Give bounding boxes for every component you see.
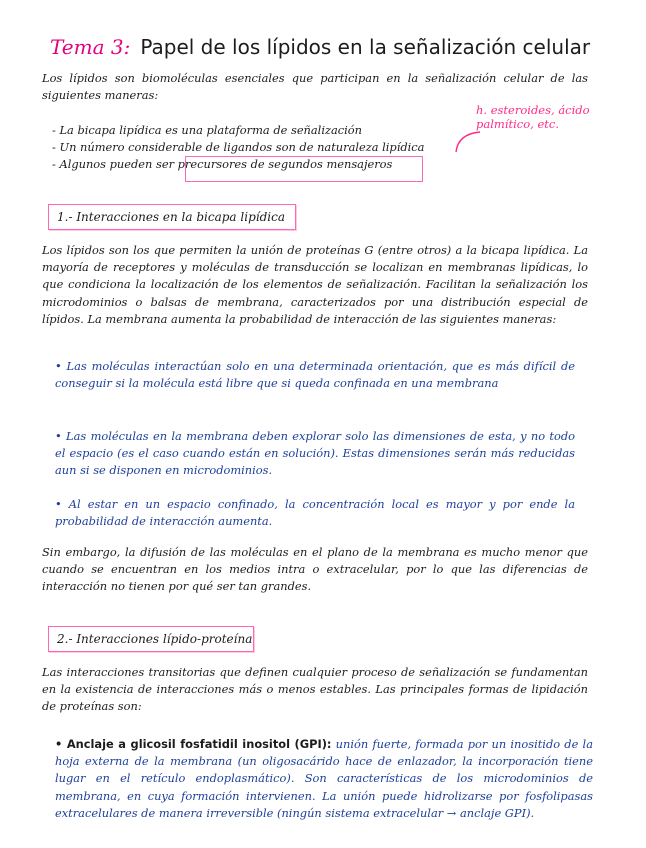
page-title — [50, 34, 610, 60]
topic-number: Tema 3: — [50, 35, 131, 59]
list-item: - Algunos pueden ser precursores de segundos mensajeros — [52, 157, 393, 172]
topic-title: Papel de los lípidos en la señalización celular — [140, 35, 591, 59]
section1-point: • Al estar en un espacio confinado, la concentración local es mayor y por ende la probabilidad de interacción aumenta. — [55, 497, 575, 529]
section1-closing: Sin embargo, la difusión de las moléculas en el plano de la membrana es mucho menor que cuando se encuentran en los medios intra o extracelular, por lo que las diferencias de interacción no tienen por qué ser tan grandes. — [42, 545, 588, 594]
gpi-anchor-text: unión fuerte, formada por un inositido de la hoja externa de la membrana (un oligosacárido hace de enlazador, la incorporación tiene lugar en el retículo endoplasmático). Son características de los microdominios de membrana, en cuya formación intervienen. La unión puede hidrolizarse por fosfolipasas extracelulares de manera irreversible (ningún sistema extracelular → anclaje GPI). — [55, 737, 593, 820]
section-heading-2: 2.- Interacciones lípido-proteína — [48, 626, 254, 652]
list-item: - La bicapa lipídica es una plataforma de señalización — [52, 123, 362, 137]
gpi-anchor-lead: • Anclaje a glicosil fosfatidil inositol (GPI): — [55, 737, 332, 751]
section1-point: • Las moléculas en la membrana deben explorar solo las dimensiones de esta, y no todo el espacio (es el caso cuando están en solución). Estas dimensiones serán más reducidas aun si se disponen en microdominios. — [55, 429, 575, 478]
list-item: - Un número considerable de ligandos son de naturaleza lipídica — [52, 140, 425, 155]
side-note: h. esteroides, ácido palmítico, etc. — [476, 103, 590, 131]
section2-paragraph: Las interacciones transitorias que definen cualquier proceso de señalización se fundamentan en la existencia de interacciones más o menos estables. Las principales formas de lipidación de proteínas son: — [42, 665, 588, 714]
section-heading-1: 1.- Interacciones en la bicapa lipídica — [48, 204, 296, 230]
highlight-box — [185, 156, 423, 182]
intro-paragraph: Los lípidos son biomoléculas esenciales que participan en la señalización celular de las siguientes maneras: — [42, 71, 588, 103]
gpi-anchor-item — [55, 736, 593, 822]
section1-point: • Las moléculas interactúan solo en una determinada orientación, que es más difícil de conseguir si la molécula está libre que si queda confinada en una membrana — [55, 359, 575, 391]
section1-paragraph: Los lípidos son los que permiten la unión de proteínas G (entre otros) a la bicapa lipídica. La mayoría de receptores y moléculas de transducción se localizan en membranas lipídicas, lo que condiciona la localización de los elementos de señalización. Facilitan la señalización los microdominios o balsas de membrana, caracterizados por una distribución especial de lípidos. La membrana aumenta la probabilidad de interacción de las siguientes maneras: — [42, 243, 588, 326]
